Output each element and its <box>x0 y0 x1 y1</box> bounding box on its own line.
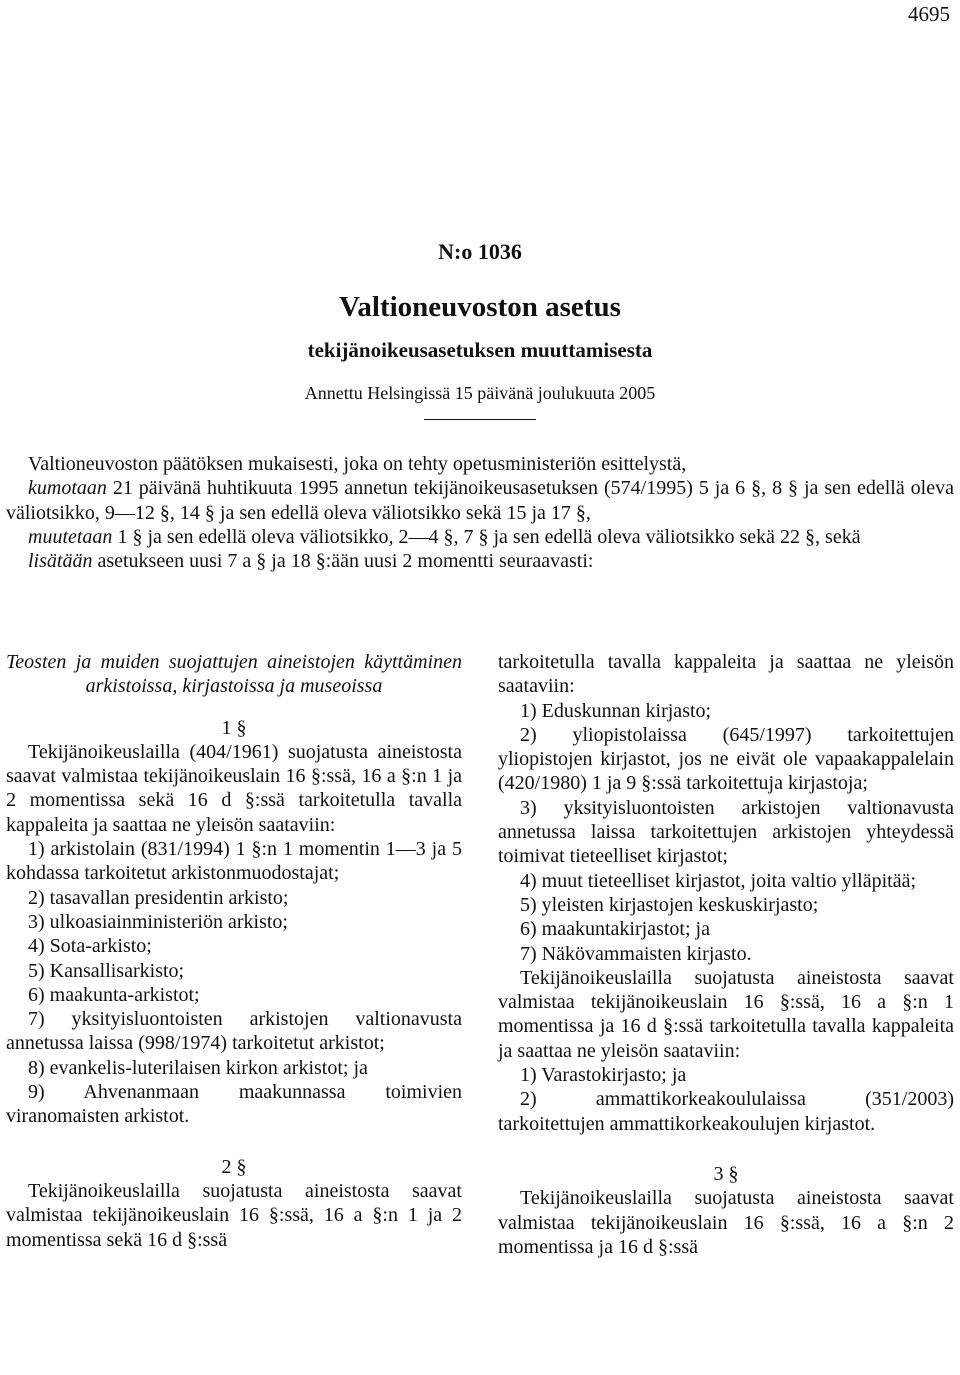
list-item: 5) Kansallisarkisto; <box>28 959 185 982</box>
list-item: 9) Ahvenanmaan maakunnassa toimivien viranomaisten arkistot. <box>6 1081 462 1128</box>
list-item: 8) evankelis-luterilaisen kirkon arkistot; ja <box>28 1056 368 1079</box>
list-item: 7) Näkövammaisten kirjasto. <box>520 942 752 965</box>
list-item: 4) muut tieteelliset kirjastot, joita valtio ylläpitää; <box>520 869 917 892</box>
list-item: 2) yliopistolaissa (645/1997) tarkoitettujen yliopistojen kirjastot, jos ne eivät ole vapaakappalelain (420/1980) 1 ja 9 §:ssä tarkoitettuja kirjastoja; <box>498 723 954 795</box>
list-item: 6) maakunta-arkistot; <box>28 983 200 1006</box>
list-item: 1) Eduskunnan kirjasto; <box>520 699 712 722</box>
section-2-paragraph: Tekijänoikeuslailla suojatusta aineistosta saavat valmistaa tekijänoikeuslain 16 §:ssä, 16 a §:n 1 ja 2 momentissa sekä 16 d §:ssä <box>6 1179 462 1251</box>
list-item: 2) tasavallan presidentin arkisto; <box>28 886 289 909</box>
list-item: 6) maakuntakirjastot; ja <box>520 918 710 941</box>
keyword-add: lisätään <box>28 550 93 573</box>
list-item: 3) yksityisluontoisten arkistojen valtionavusta annetussa laissa tarkoitettujen arkistojen yhteydessä toimivat tieteelliset kirjastot; <box>498 796 954 868</box>
list-item: 1) arkistolain (831/1994) 1 §:n 1 momentin 1—3 ja 5 kohdassa tarkoitetut arkistonmuodostajat; <box>6 838 462 885</box>
section-1-paragraph: Tekijänoikeuslailla (404/1961) suojatusta aineistosta saavat valmistaa tekijänoikeuslain 16 §:ssä, 16 a §:n 1 ja 2 momentissa sekä 16 d §:ssä tarkoitetulla tavalla kappaleita ja saattaa ne yleisön saataviin: <box>6 740 462 836</box>
document-header <box>0 240 960 420</box>
preamble-repeal <box>6 476 954 525</box>
page-number: 4695 <box>908 2 950 26</box>
preamble <box>6 452 954 573</box>
list-item: 7) yksityisluontoisten arkistojen valtionavusta annetussa laissa (998/1974) tarkoitetut arkistot; <box>6 1008 462 1055</box>
preamble-add-text: asetukseen uusi 7 a § ja 18 §:ään uusi 2 momentti seuraavasti: <box>92 550 594 573</box>
list-item: 1) Varastokirjasto; ja <box>520 1064 687 1087</box>
preamble-amend-text: 1 § ja sen edellä oleva väliotsikko, 2—4 §, 7 § ja sen edellä oleva väliotsikko sekä 22 §, sekä <box>112 525 861 548</box>
decree-subtitle: tekijänoikeusasetuksen muuttamisesta <box>307 338 653 363</box>
keyword-amend: muutetaan <box>28 525 113 548</box>
list-item: 5) yleisten kirjastojen keskuskirjasto; <box>520 893 819 916</box>
given-date-line: Annettu Helsingissä 15 päivänä joulukuuta 2005 <box>304 382 656 403</box>
act-number: N:o 1036 <box>438 239 522 264</box>
preamble-amend <box>6 525 954 549</box>
section-2-label: 2 § <box>221 1155 247 1178</box>
section-3-paragraph: Tekijänoikeuslailla suojatusta aineistosta saavat valmistaa tekijänoikeuslain 16 §:ssä, 16 a §:n 2 momentissa ja 16 d §:ssä <box>498 1187 954 1258</box>
section-1-paragraph-2: Tekijänoikeuslailla suojatusta aineistosta saavat valmistaa tekijänoikeuslain 16 §:ssä, 16 a §:n 1 momentissa ja 16 d §:ssä tarkoitetulla tavalla kappaleita ja saattaa ne yleisön saataviin: <box>498 966 954 1062</box>
section-3-label: 3 § <box>713 1162 739 1185</box>
preamble-repeal-text: 21 päivänä huhtikuuta 1995 annetun tekijänoikeusasetuksen (574/1995) 5 ja 6 §, 8 § ja sen edellä oleva väliotsikko, 9—12 §, 14 § ja sen edellä oleva väliotsikko sekä 15 ja 17 §, <box>6 477 954 524</box>
preamble-add <box>6 549 954 573</box>
header-divider <box>424 419 536 420</box>
right-column <box>498 650 954 1259</box>
decree-title: Valtioneuvoston asetus <box>339 291 621 324</box>
list-item: 2) ammattikorkeakoululaissa (351/2003) tarkoitettujen ammattikorkeakoulujen kirjastot. <box>498 1088 954 1135</box>
continued-paragraph: tarkoitetulla tavalla kappaleita ja saattaa ne yleisön saataviin: <box>498 651 954 698</box>
list-item: 4) Sota-arkisto; <box>28 935 152 958</box>
left-column <box>6 650 462 1252</box>
section-heading: Teosten ja muiden suojattujen aineistojen käyttäminen arkistoissa, kirjastoissa ja museoissa <box>6 651 462 698</box>
list-item: 3) ulkoasiainministeriön arkisto; <box>28 910 288 933</box>
section-1-label: 1 § <box>221 716 247 739</box>
keyword-repeal: kumotaan <box>28 477 107 500</box>
preamble-intro: Valtioneuvoston päätöksen mukaisesti, joka on tehty opetusministeriön esittelystä, <box>28 453 687 475</box>
